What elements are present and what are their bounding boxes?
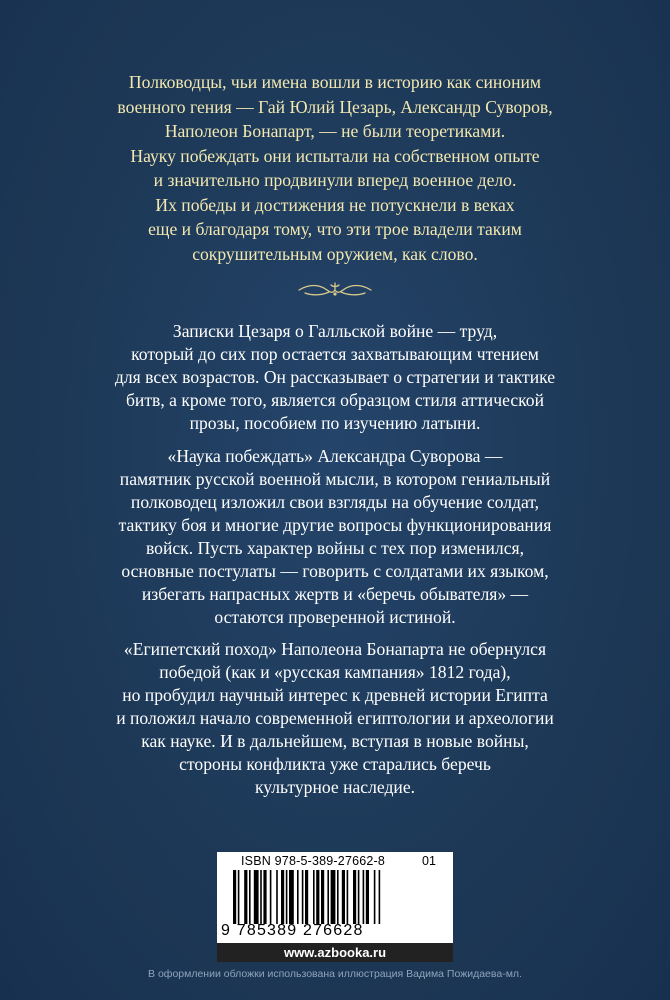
body-line: битв, а кроме того, является образцом стиля аттической	[125, 390, 544, 410]
barcode-bars-icon	[233, 870, 445, 924]
intro-line: Наполеон Бонапарт, — не были теоретиками.	[164, 121, 506, 141]
body-line: культурное наследие.	[254, 777, 416, 797]
isbn-number: ISBN 978-5-389-27662-8	[241, 854, 386, 868]
body-line: остаются проверенной истиной.	[214, 607, 456, 627]
intro-line: Их победы и достижения не потускнели в веках	[155, 194, 515, 215]
body-line: как науке. И в дальнейшем, вступая в новые войны,	[141, 731, 529, 751]
body-line: стороны конфликта уже старались беречь	[179, 754, 491, 774]
body-line: но пробудил научный интерес к древней истории Египта	[122, 685, 548, 705]
illustration-credit: В оформлении обложки использована иллюстрация Вадима Пожидаева-мл.	[148, 968, 522, 980]
caesar-paragraph	[45, 320, 625, 435]
body-line: который до сих пор остается захватывающим чтением	[131, 344, 539, 364]
napoleon-paragraph	[45, 638, 625, 799]
body-line: избегать напрасных жертв и «беречь обывателя» —	[141, 584, 529, 604]
flourish-ornament-icon	[295, 278, 375, 300]
body-line: полководец изложил свои взгляды на обучение солдат,	[130, 492, 540, 512]
body-line: «Наука побеждать» Александра Суворова —	[167, 446, 503, 466]
intro-line: военного гения — Гай Юлий Цезарь, Александр Суворов,	[117, 96, 553, 117]
body-line: войск. Пусть характер войны с тех пор изменился,	[145, 538, 525, 558]
publisher-website: www.azbooka.ru	[217, 943, 453, 962]
body-line: памятник русской военной мысли, в котором гениальный	[119, 469, 551, 489]
intro-line: еще и благодаря тому, что эти трое владели таким	[148, 219, 522, 239]
body-line: победой (как и «русская кампания» 1812 года),	[159, 662, 511, 682]
intro-line: Науку побеждать они испытали на собственном опыте	[130, 145, 540, 166]
isbn-barcode	[217, 852, 453, 962]
intro-line: и значительно продвинули вперед военное дело.	[153, 170, 517, 190]
body-line: для всех возрастов. Он рассказывает о стратегии и тактике	[114, 367, 556, 387]
isbn-suffix: 01	[422, 854, 436, 868]
ean-digits: 9 785389 276628	[221, 922, 364, 939]
body-line: тактику боя и многие другие вопросы функционирования	[118, 515, 552, 535]
intro-line: сокрушительным оружием, как слово.	[192, 243, 478, 264]
body-line: основные постулаты — говорить с солдатами их языком,	[121, 561, 549, 581]
body-line: прозы, пособием по изучению латыни.	[189, 413, 481, 433]
body-line: Записки Цезаря о Галльской войне — труд,	[172, 321, 498, 341]
body-line: и положил начало современной египтологии и археологии	[116, 708, 554, 728]
suvorov-paragraph	[45, 445, 625, 629]
body-line: «Египетский поход» Наполеона Бонапарта не обернулся	[123, 639, 547, 659]
intro-line: Полководцы, чьи имена вошли в историю как синоним	[128, 72, 542, 92]
intro-paragraph	[60, 70, 610, 266]
